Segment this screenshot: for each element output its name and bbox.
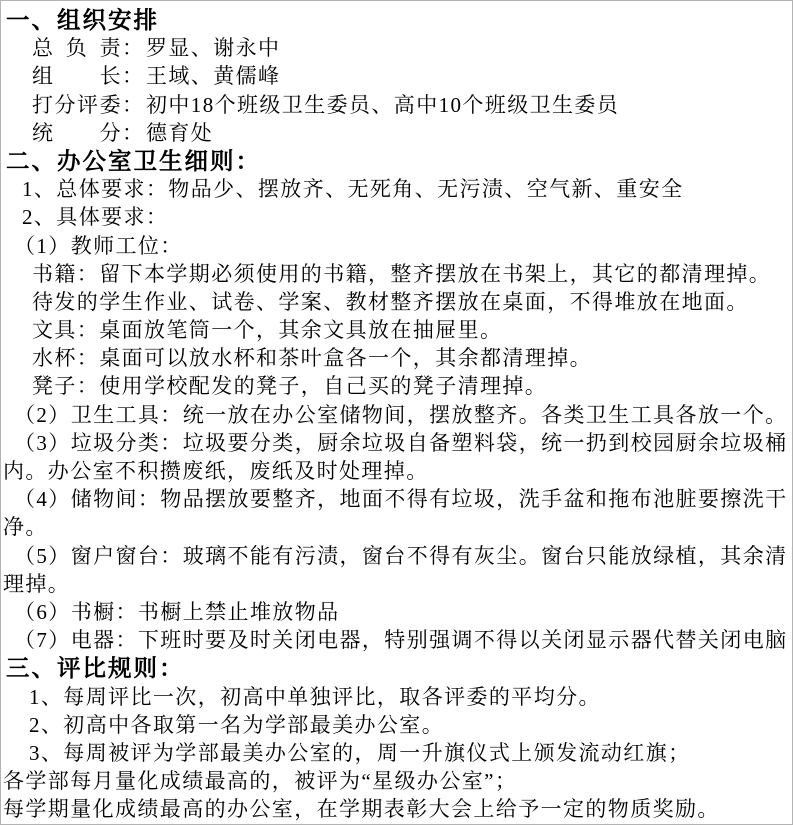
role-label: 总负责 bbox=[32, 36, 122, 61]
doc-line-books: 书籍：留下本学期必须使用的书籍，整齐摆放在书架上，其它的都清理掉。 bbox=[32, 261, 772, 286]
role-colon: ： bbox=[122, 36, 145, 61]
doc-line-cups: 水杯：桌面可以放水杯和茶叶盒各一个，其余都清理掉。 bbox=[32, 346, 592, 371]
role-label: 组长 bbox=[32, 64, 122, 89]
doc-line-item-storage-room: （4）储物间：物品摆放要整齐，地面不得有垃圾，洗手盆和拖布池脏要擦洗干 bbox=[14, 487, 788, 512]
section-heading-hygiene-rules: 二、办公室卫生细则： bbox=[6, 147, 261, 174]
role-value: 罗显、谢永中 bbox=[146, 36, 281, 61]
role-line-score-tally bbox=[1, 119, 792, 147]
doc-line-windows-cont: 理掉。 bbox=[3, 571, 71, 596]
doc-line-item-garbage-sorting: （3）垃圾分类：垃圾要分类，厨余垃圾自备塑料袋，统一扔到校园厨余垃圾桶 bbox=[14, 430, 788, 455]
doc-line-first-place: 2、初高中各取第一名为学部最美办公室。 bbox=[29, 712, 445, 737]
doc-line-red-flag: 3、每周被评为学部最美办公室的，周一升旗仪式上颁发流动红旗； bbox=[29, 740, 691, 765]
doc-line-item-cleaning-tools: （2）卫生工具：统一放在办公室储物间，摆放整齐。各类卫生工具各放一个。 bbox=[14, 402, 788, 427]
doc-line-item-appliances: （7）电器：下班时要及时关闭电器，特别强调不得以关闭显示器代替关闭电脑 bbox=[14, 628, 788, 653]
doc-line-stools: 凳子：使用学校配发的凳子，自己买的凳子清理掉。 bbox=[32, 374, 548, 399]
role-line-overall-lead bbox=[1, 34, 792, 62]
doc-line-garbage-sorting-cont: 内。办公室不积攒废纸，废纸及时处理掉。 bbox=[3, 459, 429, 483]
section-heading-evaluation-rules: 三、评比规则： bbox=[6, 655, 185, 682]
doc-line-star-office: 各学部每月量化成绩最高的，被评为“星级办公室”； bbox=[3, 769, 518, 794]
doc-line-stationery: 文具：桌面放笔筒一个，其余文具放在抽屉里。 bbox=[32, 318, 503, 343]
doc-line-item-windows: （5）窗户窗台：玻璃不能有污渍，窗台不得有灰尘。窗台只能放绿植，其余清 bbox=[14, 543, 788, 568]
doc-line-specific-requirements: 2、具体要求： bbox=[22, 205, 169, 230]
role-line-group-leader bbox=[1, 62, 792, 90]
role-colon: ： bbox=[122, 120, 145, 145]
role-value: 德育处 bbox=[146, 120, 214, 145]
doc-line-item-bookcase: （6）书橱：书橱上禁止堆放物品 bbox=[14, 599, 340, 624]
role-value: 王域、黄儒峰 bbox=[146, 64, 281, 89]
doc-line-semester-reward: 每学期量化成绩最高的办公室，在学期表彰大会上给予一定的物质奖励。 bbox=[3, 797, 720, 822]
role-label: 打分评委 bbox=[32, 92, 122, 117]
section-heading-organization: 一、组织安排 bbox=[6, 7, 159, 33]
role-value: 初中18个班级卫生委员、高中10个班级卫生委员 bbox=[146, 92, 620, 117]
role-line-judges bbox=[1, 91, 792, 119]
doc-line-storage-room-cont: 净。 bbox=[3, 515, 48, 540]
role-colon: ： bbox=[122, 92, 145, 117]
role-colon: ： bbox=[122, 64, 145, 89]
doc-line-item-teacher-station: （1）教师工位： bbox=[14, 233, 183, 258]
role-label: 统分 bbox=[32, 120, 122, 145]
doc-line-weekly-evaluation: 1、每周评比一次，初高中单独评比，取各评委的平均分。 bbox=[29, 684, 601, 709]
doc-line-general-requirements: 1、总体要求：物品少、摆放齐、无死角、无污渍、空气新、重安全 bbox=[22, 177, 684, 202]
doc-line-homework: 待发的学生作业、试卷、学案、教材整齐摆放在桌面，不得堆放在地面。 bbox=[32, 289, 749, 314]
